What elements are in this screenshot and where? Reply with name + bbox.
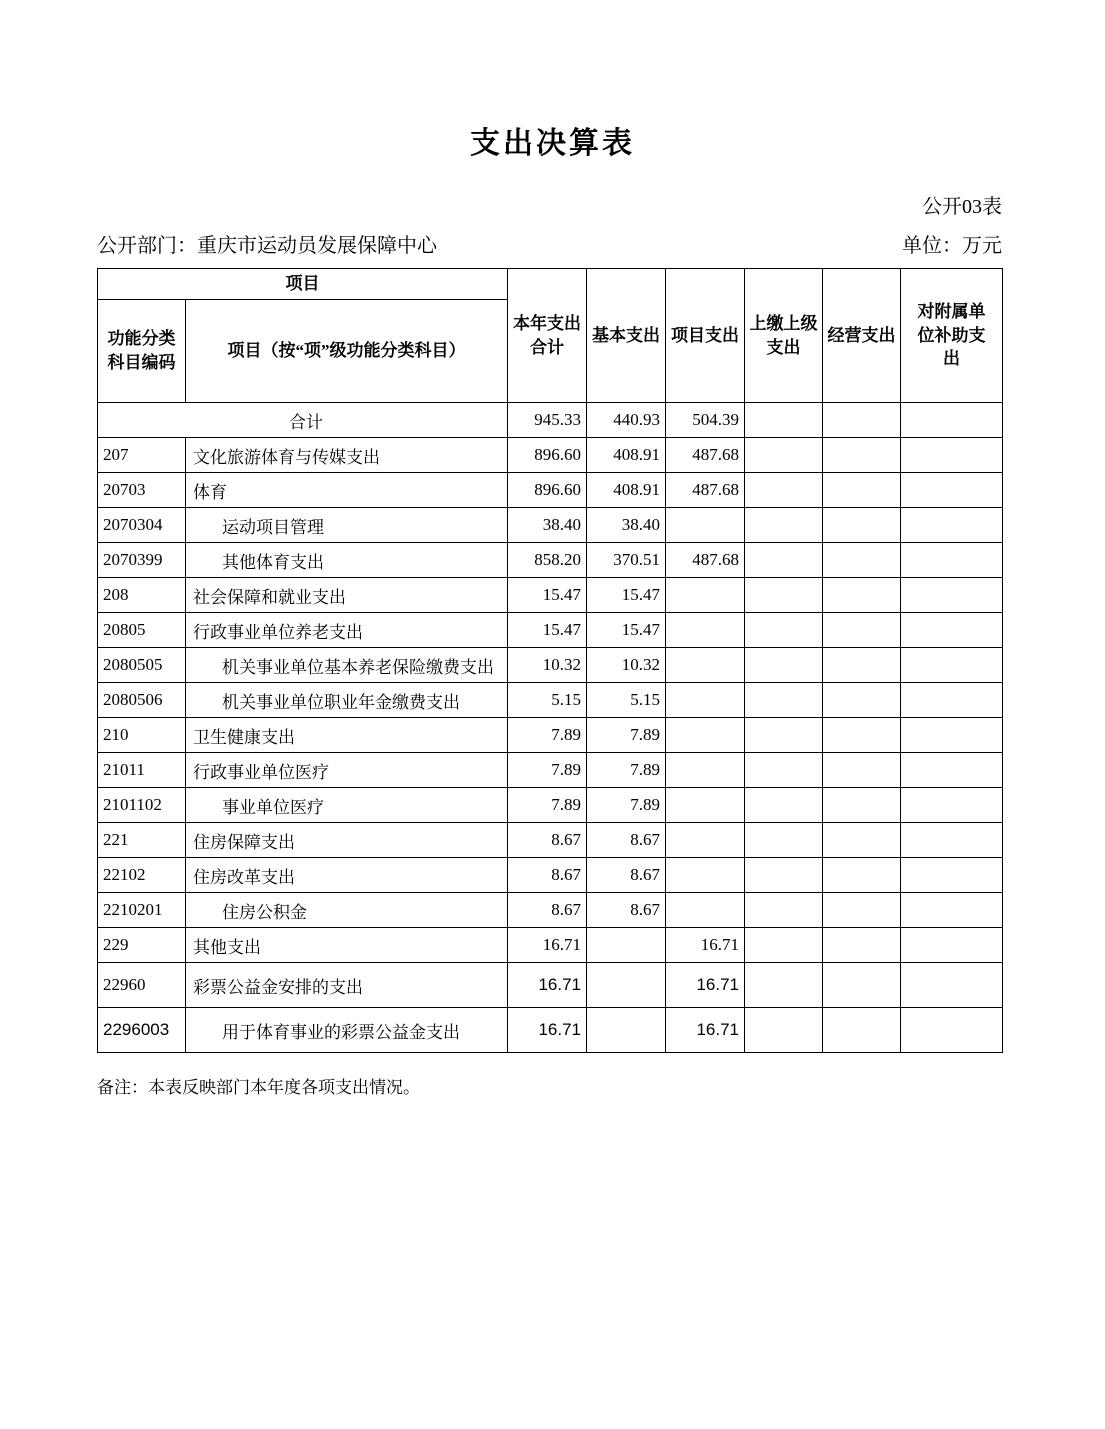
cell-operating [823, 648, 901, 683]
department-label: 公开部门：重庆市运动员发展保障中心 [97, 235, 437, 257]
cell-total: 945.33 [508, 403, 587, 438]
cell-project [666, 823, 745, 858]
cell-project [666, 893, 745, 928]
cell-total: 8.67 [508, 893, 587, 928]
cell-basic [587, 963, 666, 1008]
header-group-item: 项目 [98, 269, 508, 300]
cell-code: 20805 [98, 613, 186, 648]
header-item: 项目（按“项”级功能分类科目） [186, 300, 508, 403]
cell-upper [745, 858, 823, 893]
cell-operating [823, 823, 901, 858]
cell-operating [823, 1008, 901, 1053]
table-row [98, 963, 1003, 1008]
cell-upper [745, 438, 823, 473]
cell-code: 221 [98, 823, 186, 858]
header-subsidy: 对附属单位补助支出 [901, 269, 1003, 403]
cell-code: 20703 [98, 473, 186, 508]
cell-upper [745, 823, 823, 858]
cell-operating [823, 788, 901, 823]
cell-upper [745, 508, 823, 543]
cell-subsidy [901, 788, 1003, 823]
cell-upper [745, 403, 823, 438]
cell-total: 896.60 [508, 438, 587, 473]
cell-basic: 8.67 [587, 893, 666, 928]
header-project: 项目支出 [666, 269, 745, 403]
cell-name: 行政事业单位养老支出 [186, 613, 508, 648]
header-upper: 上缴上级支出 [745, 269, 823, 403]
table-row [98, 928, 1003, 963]
cell-code: 208 [98, 578, 186, 613]
cell-subsidy [901, 648, 1003, 683]
cell-project: 487.68 [666, 438, 745, 473]
table-row [98, 893, 1003, 928]
cell-basic: 7.89 [587, 753, 666, 788]
cell-name: 机关事业单位基本养老保险缴费支出 [186, 648, 508, 683]
header-basic: 基本支出 [587, 269, 666, 403]
cell-subsidy [901, 683, 1003, 718]
table-row [98, 508, 1003, 543]
cell-basic: 408.91 [587, 438, 666, 473]
content-area [97, 194, 1002, 1099]
cell-name: 用于体育事业的彩票公益金支出 [186, 1008, 508, 1053]
cell-total: 16.71 [508, 1008, 587, 1053]
cell-total: 38.40 [508, 508, 587, 543]
header-operating: 经营支出 [823, 269, 901, 403]
meta-row [97, 232, 1002, 260]
cell-project [666, 578, 745, 613]
cell-basic [587, 1008, 666, 1053]
header-total: 本年支出合计 [508, 269, 587, 403]
cell-project: 487.68 [666, 473, 745, 508]
cell-upper [745, 683, 823, 718]
cell-name: 合计 [98, 403, 508, 438]
cell-subsidy [901, 543, 1003, 578]
cell-project [666, 683, 745, 718]
table-row [98, 543, 1003, 578]
table-row [98, 788, 1003, 823]
cell-project [666, 648, 745, 683]
cell-basic: 7.89 [587, 788, 666, 823]
table-row [98, 823, 1003, 858]
cell-project [666, 613, 745, 648]
cell-project: 504.39 [666, 403, 745, 438]
cell-operating [823, 963, 901, 1008]
cell-upper [745, 1008, 823, 1053]
table-row [98, 718, 1003, 753]
cell-total: 896.60 [508, 473, 587, 508]
cell-operating [823, 543, 901, 578]
cell-name: 运动项目管理 [186, 508, 508, 543]
cell-code: 229 [98, 928, 186, 963]
cell-operating [823, 753, 901, 788]
cell-name: 住房改革支出 [186, 858, 508, 893]
cell-upper [745, 788, 823, 823]
cell-operating [823, 438, 901, 473]
cell-operating [823, 613, 901, 648]
cell-operating [823, 858, 901, 893]
cell-operating [823, 578, 901, 613]
cell-total: 5.15 [508, 683, 587, 718]
table-row [98, 1008, 1003, 1053]
cell-name: 行政事业单位医疗 [186, 753, 508, 788]
cell-project [666, 788, 745, 823]
cell-upper [745, 963, 823, 1008]
cell-operating [823, 928, 901, 963]
cell-total: 15.47 [508, 613, 587, 648]
cell-upper [745, 543, 823, 578]
cell-total: 858.20 [508, 543, 587, 578]
cell-basic: 15.47 [587, 613, 666, 648]
cell-name: 事业单位医疗 [186, 788, 508, 823]
cell-project: 16.71 [666, 963, 745, 1008]
table-row [98, 858, 1003, 893]
cell-basic: 408.91 [587, 473, 666, 508]
cell-code: 2296003 [98, 1008, 186, 1053]
cell-total: 15.47 [508, 578, 587, 613]
table-row [98, 578, 1003, 613]
cell-upper [745, 893, 823, 928]
cell-subsidy [901, 858, 1003, 893]
cell-project [666, 718, 745, 753]
cell-basic: 5.15 [587, 683, 666, 718]
cell-name: 其他体育支出 [186, 543, 508, 578]
cell-subsidy [901, 403, 1003, 438]
cell-code: 2101102 [98, 788, 186, 823]
cell-subsidy [901, 753, 1003, 788]
table-row [98, 473, 1003, 508]
cell-code: 2070399 [98, 543, 186, 578]
cell-code: 210 [98, 718, 186, 753]
cell-subsidy [901, 613, 1003, 648]
cell-operating [823, 473, 901, 508]
cell-total: 7.89 [508, 753, 587, 788]
table-row [98, 613, 1003, 648]
cell-code: 207 [98, 438, 186, 473]
cell-name: 文化旅游体育与传媒支出 [186, 438, 508, 473]
cell-name: 卫生健康支出 [186, 718, 508, 753]
cell-upper [745, 648, 823, 683]
cell-upper [745, 613, 823, 648]
table-row [98, 683, 1003, 718]
cell-subsidy [901, 508, 1003, 543]
cell-basic: 38.40 [587, 508, 666, 543]
cell-subsidy [901, 438, 1003, 473]
cell-subsidy [901, 963, 1003, 1008]
cell-code: 2210201 [98, 893, 186, 928]
table-row [98, 438, 1003, 473]
cell-subsidy [901, 823, 1003, 858]
cell-project [666, 508, 745, 543]
cell-project [666, 858, 745, 893]
cell-project [666, 753, 745, 788]
table-body [98, 403, 1003, 1053]
table-row [98, 403, 1003, 438]
cell-subsidy [901, 1008, 1003, 1053]
cell-total: 16.71 [508, 928, 587, 963]
cell-code: 22960 [98, 963, 186, 1008]
cell-name: 其他支出 [186, 928, 508, 963]
cell-name: 住房公积金 [186, 893, 508, 928]
cell-basic: 8.67 [587, 823, 666, 858]
cell-subsidy [901, 578, 1003, 613]
cell-code: 2080505 [98, 648, 186, 683]
cell-basic: 10.32 [587, 648, 666, 683]
cell-operating [823, 718, 901, 753]
table-row [98, 648, 1003, 683]
table-row [98, 753, 1003, 788]
cell-upper [745, 718, 823, 753]
cell-basic: 440.93 [587, 403, 666, 438]
cell-project: 16.71 [666, 928, 745, 963]
cell-project: 16.71 [666, 1008, 745, 1053]
cell-subsidy [901, 718, 1003, 753]
cell-basic [587, 928, 666, 963]
cell-basic: 15.47 [587, 578, 666, 613]
cell-code: 2080506 [98, 683, 186, 718]
cell-upper [745, 753, 823, 788]
cell-total: 7.89 [508, 788, 587, 823]
cell-name: 彩票公益金安排的支出 [186, 963, 508, 1008]
cell-operating [823, 403, 901, 438]
cell-operating [823, 893, 901, 928]
cell-upper [745, 473, 823, 508]
cell-total: 16.71 [508, 963, 587, 1008]
cell-total: 7.89 [508, 718, 587, 753]
cell-name: 机关事业单位职业年金缴费支出 [186, 683, 508, 718]
cell-basic: 370.51 [587, 543, 666, 578]
cell-basic: 7.89 [587, 718, 666, 753]
unit-label: 单位：万元 [902, 235, 1002, 257]
table-header [98, 269, 1003, 403]
cell-basic: 8.67 [587, 858, 666, 893]
header-code: 功能分类科目编码 [98, 300, 186, 403]
form-code-label: 公开03表 [922, 196, 1002, 218]
cell-operating [823, 508, 901, 543]
cell-subsidy [901, 473, 1003, 508]
note-text: 备注：本表反映部门本年度各项支出情况。 [97, 1078, 420, 1097]
cell-project: 487.68 [666, 543, 745, 578]
cell-total: 8.67 [508, 823, 587, 858]
cell-code: 21011 [98, 753, 186, 788]
expenditure-table [97, 268, 1003, 1053]
cell-upper [745, 578, 823, 613]
cell-upper [745, 928, 823, 963]
cell-total: 10.32 [508, 648, 587, 683]
cell-code: 2070304 [98, 508, 186, 543]
page-title: 支出决算表 [470, 127, 635, 160]
cell-total: 8.67 [508, 858, 587, 893]
cell-code: 22102 [98, 858, 186, 893]
cell-subsidy [901, 928, 1003, 963]
cell-name: 社会保障和就业支出 [186, 578, 508, 613]
cell-operating [823, 683, 901, 718]
cell-name: 体育 [186, 473, 508, 508]
cell-name: 住房保障支出 [186, 823, 508, 858]
cell-subsidy [901, 893, 1003, 928]
